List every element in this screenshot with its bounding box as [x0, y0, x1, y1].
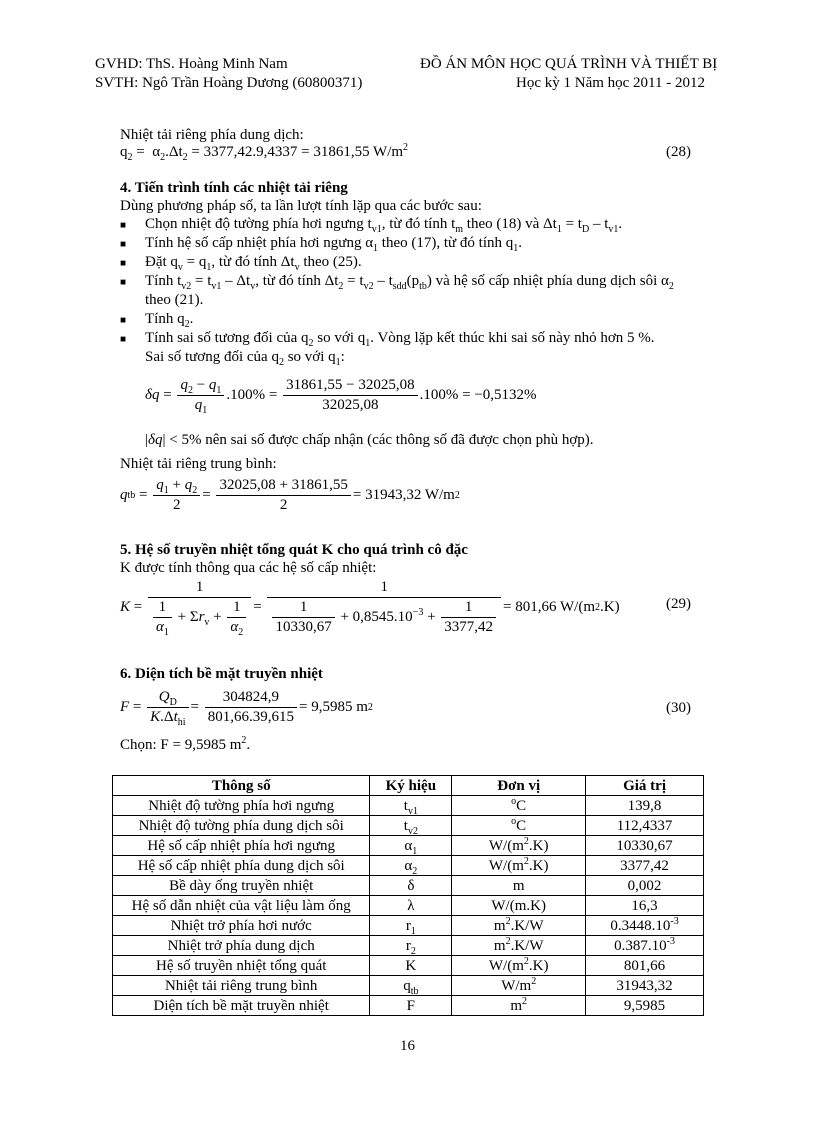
- unit-cell: $^o$C: [452, 816, 586, 836]
- param-cell: Nhiệt trở phía hơi nước: [113, 916, 370, 936]
- value-cell: 3377,42: [586, 856, 704, 876]
- table-row: [113, 836, 704, 856]
- section-4-title: 4. Tiến trình tính các nhiệt tải riêng: [120, 180, 348, 196]
- table-header-row: [113, 776, 704, 796]
- section-5-intro: K được tính thông qua các hệ số cấp nhiệt:: [120, 560, 377, 576]
- equation-number-28: (28): [666, 144, 691, 160]
- error-equation: δq = $\frac{q_2 - q_1}{q_1}$ .100% = $\frac{31861,55 - 32025,08}{32025,08}$ .100% = −0,5132%: [145, 377, 537, 416]
- table-row: [113, 976, 704, 996]
- step-1: Chọn nhiệt độ tường phía hơi ngưng $t_{v1}$, từ đó tính $t_m$ theo (18) và $\Delta t_1 = t_D - t_{v1}$.: [145, 216, 623, 235]
- symbol-cell: δ: [370, 876, 452, 896]
- unit-cell: $m^2.K/W$: [452, 936, 586, 956]
- step-4-cont: theo (21).: [145, 292, 204, 308]
- avg-intro: Nhiệt tải riêng trung bình:: [120, 456, 277, 472]
- value-cell: 31943,32: [586, 976, 704, 996]
- step-4: Tính $t_{v2} = t_{v1} - \Delta t_v$, từ đó tính $\Delta t_2 = t_{v2} - t_{sdd}(p_{tb})$ và hệ số cấp nhiệt phía dung dịch sôi $\alpha_2$: [145, 273, 674, 292]
- table-row: [113, 996, 704, 1016]
- param-cell: Diện tích bề mặt truyền nhiệt: [113, 996, 370, 1016]
- step-2: Tính hệ số cấp nhiệt phía hơi ngưng $\alpha_1$ theo (17), từ đó tính $q_1$.: [145, 235, 522, 254]
- bullet-icon: ■: [120, 239, 127, 250]
- unit-cell: $W/m^2$: [452, 976, 586, 996]
- param-cell: Hệ số truyền nhiệt tổng quát: [113, 956, 370, 976]
- avg-equation: q tb = $\frac{q_1 + q_2}{2}$ = $\frac{32025,08 + 31861,55}{2}$ = 31943,32 W/m 2: [120, 477, 460, 513]
- value-cell: $0.3448.10^{-3}$: [586, 916, 704, 936]
- value-cell: 112,4337: [586, 816, 704, 836]
- unit-cell: $W/(m^2.K)$: [452, 836, 586, 856]
- symbol-cell: $\alpha_1$: [370, 836, 452, 856]
- section-5-title: 5. Hệ số truyền nhiệt tổng quát K cho quá trình cô đặc: [120, 542, 468, 558]
- param-cell: Nhiệt trở phía dung dịch: [113, 936, 370, 956]
- unit-cell: $W/(m^2.K)$: [452, 856, 586, 876]
- table-row: [113, 816, 704, 836]
- table-row: [113, 956, 704, 976]
- area-equation: F = $\frac{Q_D}{K.\Delta t_{hi}}$ = $\frac{304824,9}{801,66.39,615}$ = 9,5985 m 2: [120, 689, 373, 728]
- bullet-icon: ■: [120, 334, 127, 345]
- k-equation: K = 1 $\frac{1}{\alpha_1}$ + $\Sigma r_v$ + $\frac{1}{\alpha_2}$ = 1 $\frac{1}{10330,67}$ + $0,8545.10^{-3}$ + $\frac{1}{3377,42}$ = 801,66 W/(m 2 .K): [120, 579, 620, 638]
- value-cell: 16,3: [586, 896, 704, 916]
- param-cell: Hệ số dẫn nhiệt của vật liệu làm ống: [113, 896, 370, 916]
- param-cell: Nhiệt tải riêng trung bình: [113, 976, 370, 996]
- equation-number-30: (30): [666, 700, 691, 716]
- header-semester: Học kỳ 1 Năm học 2011 - 2012: [516, 75, 705, 91]
- table-row: [113, 936, 704, 956]
- section-4-intro: Dùng phương pháp số, ta lần lượt tính lặp qua các bước sau:: [120, 198, 482, 214]
- value-cell: 139,8: [586, 796, 704, 816]
- unit-cell: $m^2$: [452, 996, 586, 1016]
- page-number: 16: [400, 1038, 415, 1054]
- symbol-cell: $t_{v2}$: [370, 816, 452, 836]
- header-supervisor: GVHD: ThS. Hoàng Minh Nam: [95, 56, 288, 72]
- table-row: [113, 796, 704, 816]
- symbol-cell: K: [370, 956, 452, 976]
- value-cell: 10330,67: [586, 836, 704, 856]
- table-row: [113, 896, 704, 916]
- error-intro: Sai số tương đối của $q_2$ so với $q_1$:: [145, 349, 345, 368]
- header-param: Thông số: [113, 776, 370, 796]
- symbol-cell: $r_1$: [370, 916, 452, 936]
- bullet-icon: ■: [120, 258, 127, 269]
- symbol-cell: $r_2$: [370, 936, 452, 956]
- error-acceptance: |δq| < 5% nên sai số được chấp nhận (các thông số đã được chọn phù hợp).: [145, 432, 594, 448]
- param-cell: Hệ số cấp nhiệt phía dung dịch sôi: [113, 856, 370, 876]
- table-row: [113, 856, 704, 876]
- bullet-icon: ■: [120, 220, 127, 231]
- step-6: Tính sai số tương đối của $q_2$ so với $q_1$. Vòng lặp kết thúc khi sai số này nhỏ hơn 5 %.: [145, 330, 655, 349]
- param-cell: Hệ số cấp nhiệt phía hơi ngưng: [113, 836, 370, 856]
- header-value: Giá trị: [586, 776, 704, 796]
- symbol-cell: λ: [370, 896, 452, 916]
- section-6-title: 6. Diện tích bề mặt truyền nhiệt: [120, 666, 323, 682]
- table-row: [113, 916, 704, 936]
- q2-intro: Nhiệt tải riêng phía dung dịch:: [120, 127, 304, 143]
- value-cell: 9,5985: [586, 996, 704, 1016]
- value-cell: $0.387.10^{-3}$: [586, 936, 704, 956]
- table-row: [113, 876, 704, 896]
- step-3: Đặt $q_v = q_1$, từ đó tính $\Delta t_v$ theo (25).: [145, 254, 362, 273]
- equation-number-29: (29): [666, 596, 691, 612]
- header-unit: Đơn vị: [452, 776, 586, 796]
- unit-cell: W/(m.K): [452, 896, 586, 916]
- symbol-cell: $q_{tb}$: [370, 976, 452, 996]
- step-5: Tính $q_2$.: [145, 311, 194, 330]
- value-cell: 0,002: [586, 876, 704, 896]
- param-cell: Nhiệt độ tường phía hơi ngưng: [113, 796, 370, 816]
- unit-cell: $^o$C: [452, 796, 586, 816]
- symbol-cell: $t_{v1}$: [370, 796, 452, 816]
- unit-cell: $W/(m^2.K)$: [452, 956, 586, 976]
- value-cell: 801,66: [586, 956, 704, 976]
- bullet-icon: ■: [120, 315, 127, 326]
- header-student: SVTH: Ngô Trần Hoàng Dương (60800371): [95, 75, 363, 91]
- area-choice: Chọn: F = 9,5985 $m^2$.: [120, 735, 251, 753]
- header-course-title: ĐỒ ÁN MÔN HỌC QUÁ TRÌNH VÀ THIẾT BỊ: [420, 56, 718, 72]
- unit-cell: m: [452, 876, 586, 896]
- header-symbol: Ký hiệu: [370, 776, 452, 796]
- symbol-cell: $\alpha_2$: [370, 856, 452, 876]
- bullet-icon: ■: [120, 277, 127, 288]
- parameter-table: [112, 775, 704, 1016]
- param-cell: Nhiệt độ tường phía dung dịch sôi: [113, 816, 370, 836]
- symbol-cell: F: [370, 996, 452, 1016]
- unit-cell: $m^2.K/W$: [452, 916, 586, 936]
- q2-equation: $q_2 = \alpha_2.\Delta t_2 = 3377,42.9,4337 = 31861,55$ $W/m^2$: [120, 142, 409, 163]
- param-cell: Bề dày ống truyền nhiệt: [113, 876, 370, 896]
